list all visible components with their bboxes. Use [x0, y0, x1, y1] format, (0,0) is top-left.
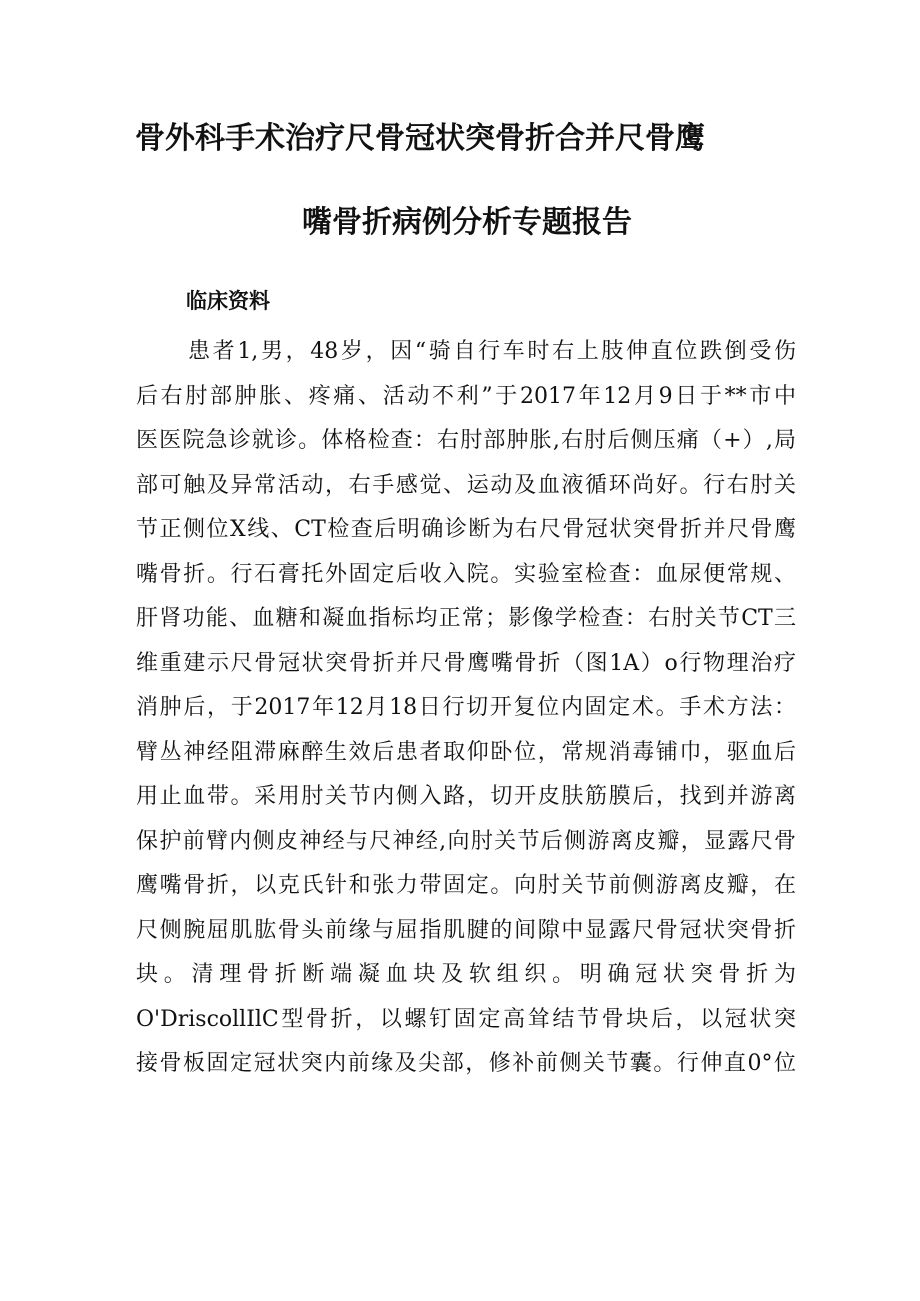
paragraph-line: 医医院急诊就诊。体格检查：右肘部肿胀,右肘后侧压痛（+）,局 — [136, 428, 796, 453]
paragraph-line: 节正侧位X线、CT检查后明确诊断为右尺骨冠状突骨折并尺骨鹰 — [136, 517, 796, 542]
paragraph-line: 部可触及异常活动，右手感觉、运动及血液循环尚好。行右肘关 — [136, 472, 796, 498]
paragraph-line: 肝肾功能、血糖和凝血指标均正常；影像学检查：右肘关节CT三 — [136, 606, 796, 631]
paragraph-line: 臂丛神经阻滞麻醉生效后患者取仰卧位，常规消毒铺巾，驱血后 — [136, 739, 796, 765]
paragraph-line: 保护前臂内侧皮神经与尺神经,向肘关节后侧游离皮瓣，显露尺骨 — [136, 828, 796, 854]
paragraph-line: 用止血带。采用肘关节内侧入路，切开皮肤筋膜后，找到并游离 — [136, 784, 796, 809]
paragraph-line: 嘴骨折。行石膏托外固定后收入院。实验室检查：血尿便常规、 — [136, 561, 796, 587]
paragraph-line: O'DriscollIlC型骨折，以螺钉固定高耸结节骨块后，以冠状突 — [136, 1006, 796, 1032]
document-title-line-1: 骨外科手术治疗尺骨冠状突骨折合并尺骨鹰 — [135, 121, 705, 156]
paragraph-line: 患者1,男，48岁，因“骑自行车时右上肢伸直位跌倒受伤 — [188, 339, 796, 364]
paragraph-line: 后右肘部肿胀、疼痛、活动不利”于2017年12月9日于**市中 — [136, 383, 796, 409]
paragraph-line: 尺侧腕屈肌肱骨头前缘与屈指肌腱的间隙中显露尺骨冠状突骨折 — [136, 917, 796, 943]
section-heading: 临床资料 — [186, 289, 270, 313]
paragraph-line: 接骨板固定冠状突内前缘及尖部，修补前侧关节囊。行伸直0°位 — [136, 1051, 796, 1076]
paragraph-line: 块。清理骨折断端凝血块及软组织。明确冠状突骨折为 — [136, 962, 796, 987]
paragraph-line: 消肿后，于2017年12月18日行切开复位内固定术。手术方法： — [136, 695, 796, 720]
paragraph-line: 维重建示尺骨冠状突骨折并尺骨鹰嘴骨折（图1A）o行物理治疗 — [136, 650, 796, 676]
document-title-line-2: 嘴骨折病例分析专题报告 — [302, 205, 632, 240]
case-paragraph — [136, 330, 796, 1087]
paragraph-line: 鹰嘴骨折，以克氏针和张力带固定。向肘关节前侧游离皮瓣，在 — [136, 873, 796, 898]
